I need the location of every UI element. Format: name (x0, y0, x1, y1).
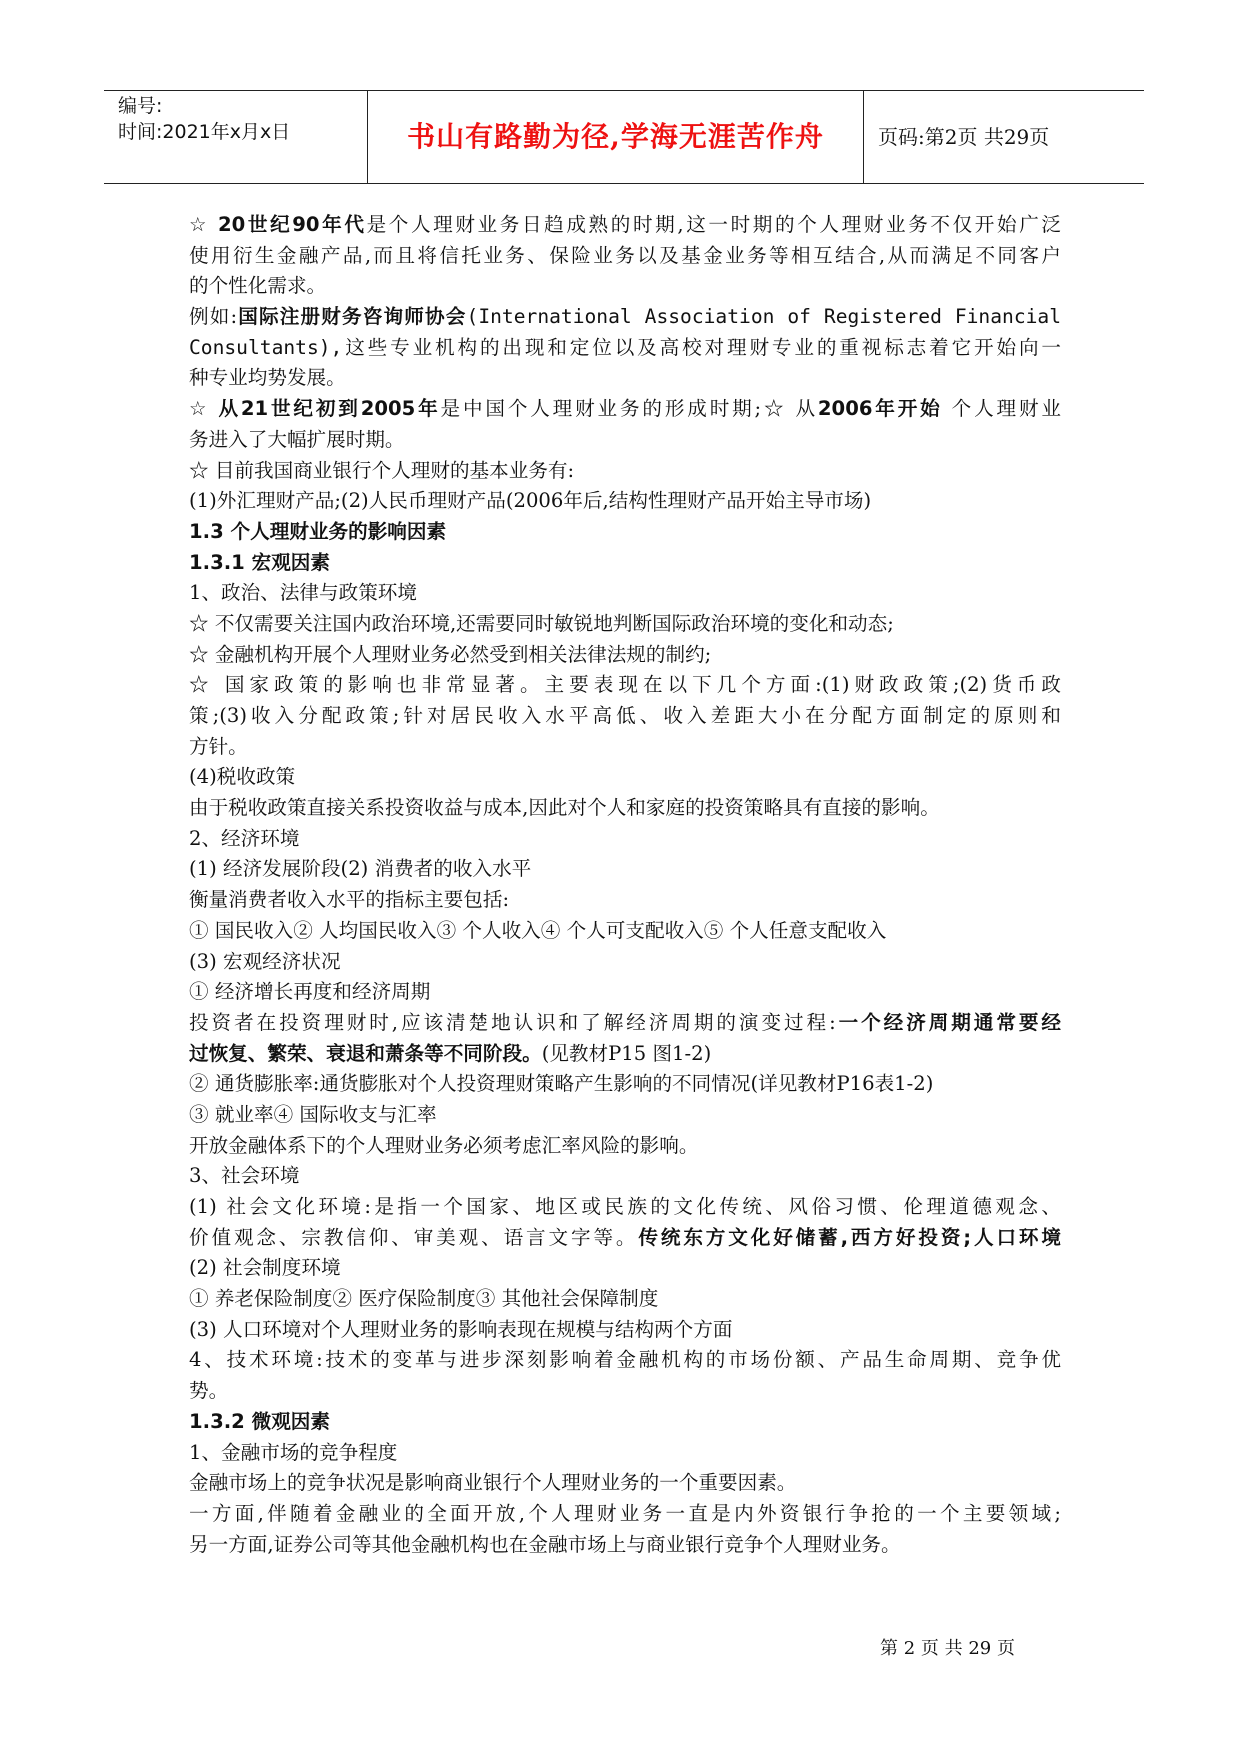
body-line: ☆ 不仅需要关注国内政治环境,还需要同时敏锐地判断国际政治环境的变化和动态; (189, 611, 894, 635)
bold-text: 一个经济周期通常要经 (835, 1010, 1061, 1034)
body-line: (4)税收政策 (189, 765, 296, 789)
line-text: Consultants),这些专业机构的出现和定位以及高校对理财专业的重视标志着它开始向一 (189, 335, 1061, 359)
body-line (189, 1223, 1061, 1254)
body-line: ☆ 国家政策的影响也非常显著。主要表现在以下几个方面:(1)财政政策;(2)货币政 (189, 673, 1061, 697)
body-line: 开放金融体系下的个人理财业务必须考虑汇率风险的影响。 (189, 1133, 699, 1157)
body-line: 种专业均势发展。 (189, 366, 346, 390)
line-text: 个人理财业 (942, 397, 1061, 421)
page-footer: 第 2 页 共 29 页 (880, 1638, 1015, 1659)
star-icon: ☆ (189, 213, 219, 236)
body-line: ① 国民收入② 人均国民收入③ 个人收入④ 个人可支配收入⑤ 个人任意支配收入 (189, 918, 887, 942)
subsection-heading: 1.3.1 宏观因素 (189, 550, 330, 574)
bold-text: 传统东方文化好储蓄,西方好投资;人口环境 (638, 1225, 1061, 1249)
line-text: 价值观念、宗教信仰、审美观、语言文字等。 (189, 1225, 639, 1249)
body-line: (1) 经济发展阶段(2) 消费者的收入水平 (189, 857, 532, 881)
header-motto: 书山有路勤为径,学海无涯苦作舟 (407, 120, 824, 153)
header-page-info: 页码:第2页 共29页 (878, 125, 1050, 149)
body-line: 4、技术环境:技术的变革与进步深刻影响着金融机构的市场份额、产品生命周期、竞争优 (189, 1348, 1061, 1372)
line-text: (International Association of Registered Financial (466, 305, 1061, 329)
page-header (104, 90, 1144, 184)
line-text: 例如: (189, 305, 238, 329)
body-line: 1、政治、法律与政策环境 (189, 581, 417, 605)
line-text: 投资者在投资理财时,应该清楚地认识和了解经济周期的演变过程: (189, 1010, 836, 1034)
body-line: 金融市场上的竞争状况是影响商业银行个人理财业务的一个重要因素。 (189, 1471, 797, 1495)
body-line: ① 养老保险制度② 医疗保险制度③ 其他社会保障制度 (189, 1287, 659, 1311)
body-line: 务进入了大幅扩展时期。 (189, 427, 405, 451)
body-line: 另一方面,证券公司等其他金融机构也在金融市场上与商业银行竞争个人理财业务。 (189, 1532, 901, 1556)
body-line: 方针。 (189, 734, 248, 758)
body-line: 3、社会环境 (189, 1164, 300, 1188)
body-line: ① 经济增长再度和经济周期 (189, 980, 431, 1004)
document-time-label: 时间:2021年x月x日 (118, 121, 291, 143)
body-line: 的个性化需求。 (189, 274, 327, 298)
body-line: 势。 (189, 1379, 229, 1403)
bold-text: 20世纪90年代 (218, 213, 367, 236)
header-motto-cell (368, 91, 864, 183)
subsection-heading: 1.3.2 微观因素 (189, 1409, 330, 1433)
bold-text: 国际注册财务咨询师协会 (237, 305, 467, 329)
body-line: 由于税收政策直接关系投资收益与成本,因此对个人和家庭的投资策略具有直接的影响。 (189, 796, 940, 820)
body-line (189, 1008, 1061, 1039)
body-line (189, 1039, 1061, 1070)
body-line: (1)外汇理财产品;(2)人民币理财产品(2006年后,结构性理财产品开始主导市场) (189, 489, 872, 513)
body-line: (2) 社会制度环境 (189, 1256, 341, 1280)
body-line: ② 通货膨胀率:通货膨胀对个人投资理财策略产生影响的不同情况(详见教材P16表1-2) (189, 1072, 934, 1096)
document-number-label: 编号: (118, 95, 163, 117)
body-line: (3) 宏观经济状况 (189, 949, 341, 973)
body-line: 策;(3)收入分配政策;针对居民收入水平高低、收入差距大小在分配方面制定的原则和 (189, 704, 1061, 727)
body-line (189, 333, 1061, 364)
body-line (189, 394, 1061, 425)
bold-text: 从21世纪初到2005年 (218, 397, 441, 421)
star-icon: ☆ (189, 397, 219, 421)
body-line: 使用衍生金融产品,而且将信托业务、保险业务以及基金业务等相互结合,从而满足不同客户 (189, 243, 1061, 267)
body-line: 衡量消费者收入水平的指标主要包括: (189, 888, 510, 912)
body-line: ☆ 目前我国商业银行个人理财的基本业务有: (189, 458, 575, 482)
section-heading: 1.3 个人理财业务的影响因素 (189, 519, 447, 543)
body-line: ☆ 金融机构开展个人理财业务必然受到相关法律法规的制约; (189, 642, 712, 666)
line-text: 是中国个人理财业务的形成时期;☆ 从 (440, 397, 818, 421)
document-body (189, 210, 1061, 1560)
body-line (189, 210, 1061, 241)
line-text: (见教材P15 图1-2) (541, 1041, 712, 1065)
body-line: 一方面,伴随着金融业的全面开放,个人理财业务一直是内外资银行争抢的一个主要领域; (189, 1501, 1061, 1525)
bold-text: 2006年开始 (817, 397, 943, 421)
body-line: (1) 社会文化环境:是指一个国家、地区或民族的文化传统、风俗习惯、伦理道德观念、 (189, 1195, 1061, 1218)
line-text: 是个人理财业务日趋成熟的时期,这一时期的个人理财业务不仅开始广泛 (366, 213, 1061, 236)
body-line (189, 302, 1061, 333)
bold-text: 过恢复、繁荣、衰退和萧条等不同阶段。 (189, 1041, 542, 1065)
body-line: ③ 就业率④ 国际收支与汇率 (189, 1102, 437, 1126)
body-line: 2、经济环境 (189, 826, 300, 850)
body-line: 1、金融市场的竞争程度 (189, 1440, 398, 1464)
header-meta (104, 91, 368, 183)
body-line: (3) 人口环境对个人理财业务的影响表现在规模与结构两个方面 (189, 1317, 733, 1341)
